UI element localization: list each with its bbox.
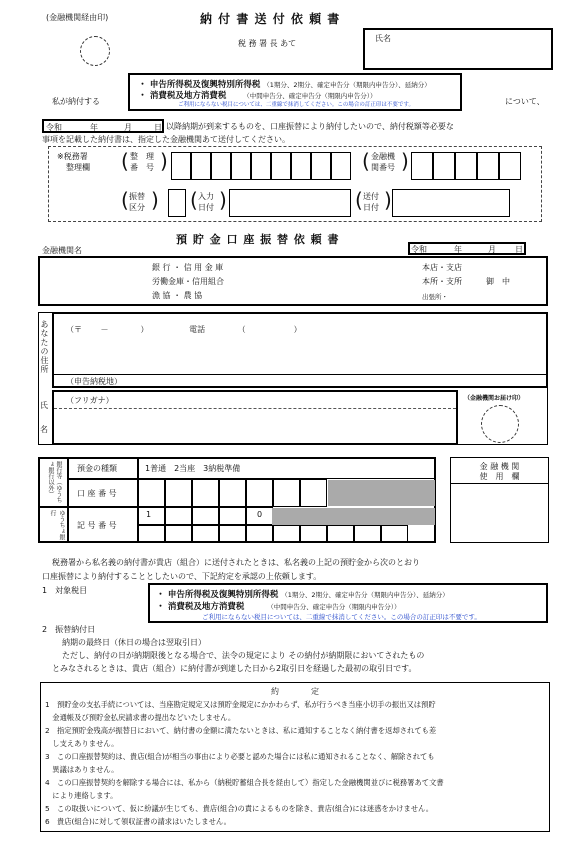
onchu: 御 中	[486, 277, 510, 286]
digit-cell[interactable]	[381, 525, 408, 543]
digit-cell[interactable]	[273, 525, 300, 543]
digit-cell[interactable]	[165, 507, 192, 525]
item-2a: 納期の最終日（休日の場合は翌取引日）	[62, 638, 206, 647]
digit-cell[interactable]	[165, 525, 192, 543]
digit-cell[interactable]	[300, 479, 327, 507]
para-2: 口座振替により納付することとしたいので、下記約定を承認の上依頼します。	[42, 572, 322, 581]
digit-cell[interactable]	[291, 152, 311, 180]
digit-cell[interactable]	[433, 152, 455, 180]
term-line: 3 この口座振替契約は、貴店(組合)が相当の事由により必要と認めた場合には私に通知されることなく、解除されても	[45, 752, 435, 761]
terms-list	[45, 698, 547, 828]
address-label: あなたの住所	[40, 320, 49, 374]
warning: ご利用にならない税目については、二重線で抹消してください。この場合の訂正印は不要です。	[202, 613, 481, 621]
digit-cell[interactable]	[219, 479, 246, 507]
digit-cell[interactable]	[331, 152, 351, 180]
paren-close: )	[219, 188, 227, 212]
date-box[interactable]	[42, 119, 164, 133]
paren-close: )	[160, 149, 168, 173]
office-label-line-1: 税務署	[63, 152, 88, 161]
digit-cell[interactable]	[219, 525, 246, 543]
item-2c: とみなされるときは、貴店（組合）に納付書が到達した日から2取引日を経過した最初の取引日です。	[52, 664, 417, 673]
item-2: 2 振替納付日	[42, 625, 96, 634]
date-text-1: 以降納期が到来するものを、口座振替により納付したいので、納付税額等必要な	[166, 122, 454, 131]
symbol-no-label: 記 号 番 号	[77, 521, 117, 530]
digit-cell[interactable]	[499, 152, 521, 180]
transfer-type-cell[interactable]	[168, 189, 186, 217]
bank-label: 銀行等（ゆうちょ銀行以外）	[47, 461, 62, 503]
send-date-label-1: 送付	[363, 192, 379, 201]
paren-close: )	[384, 188, 392, 212]
name-field[interactable]	[52, 390, 458, 445]
bank-use-box[interactable]	[450, 457, 549, 543]
bank-label-cell	[38, 457, 68, 507]
item-2b: ただし、納付の日が納期限後となる場合で、法令の規定により その納付が納期限においてされたもの	[62, 651, 425, 660]
tax2-note: （中間申告分、確定申告分（期限内申告分））	[267, 603, 401, 611]
request-date-box[interactable]	[408, 242, 526, 255]
tax1: 申告所得税及復興特別所得税	[149, 80, 261, 90]
tax2: 消費税及地方消費税	[167, 602, 245, 612]
phone-label: 電話	[189, 325, 206, 334]
term-line: 2 指定預貯金残高が振替日において、納付書の金額に満たないときは、私に通知することなく納付書を返却されても差	[45, 726, 437, 735]
bank-seal-label: (金融機関経由印)	[46, 13, 109, 22]
request-prefix: 私が納付する	[52, 97, 100, 106]
bank-seal-label-2: （金融機関お届け印）	[464, 395, 525, 402]
digit-cell[interactable]	[192, 525, 219, 543]
bank-type-3: 漁 協 ・ 農 協	[152, 291, 203, 300]
term-line: 4 この口座振替契約を解除する場合には、私から（納税貯蓄組合長を経由して）指定した金融機関並びに税務署あて文書	[45, 778, 444, 787]
name-label: 氏名	[375, 34, 391, 43]
digit-cell[interactable]	[211, 152, 231, 180]
bank-type-1: 銀 行 ・ 信 用 金 庫	[152, 263, 224, 272]
era: 令和	[411, 245, 427, 254]
input-date-label-2: 日付	[198, 203, 214, 212]
filing-address-box[interactable]	[52, 374, 548, 388]
paren-open: (	[362, 149, 370, 173]
bank-type-2: 労働金庫・信用組合	[152, 277, 224, 286]
furigana-label: （フリガナ）	[66, 396, 114, 405]
paren-open: (	[355, 188, 363, 212]
digit-cell[interactable]	[192, 507, 219, 525]
bullet: ・	[156, 602, 166, 612]
send-date-label-2: 日付	[363, 203, 379, 212]
account-no-label-cell	[68, 479, 138, 507]
digit-cell[interactable]	[246, 479, 273, 507]
account-no-label: 口 座 番 号	[77, 489, 117, 498]
digit-cell[interactable]	[138, 525, 165, 543]
send-date-cell[interactable]	[392, 189, 510, 217]
digit-cell[interactable]	[354, 525, 381, 543]
symbol-0: 0	[257, 510, 263, 519]
year: 年	[454, 245, 462, 254]
term-line: 1 預貯金の支払手続については、当座勘定規定又は預貯金規定にかかわらず、私が行うべき当座小切手の振出又は預貯	[45, 700, 436, 709]
digit-cell[interactable]	[171, 152, 191, 180]
bank-box[interactable]	[38, 256, 548, 306]
branch-2: 本所・支所	[422, 277, 462, 286]
digit-cell[interactable]	[231, 152, 251, 180]
month: 月	[488, 245, 496, 254]
digit-cell[interactable]	[327, 525, 354, 543]
digit-cell[interactable]	[138, 479, 165, 507]
paren-open: (	[121, 188, 129, 212]
seiri-label-1: 整 理	[130, 152, 154, 161]
paren-open: (	[121, 149, 129, 173]
divider	[451, 483, 548, 484]
digit-cell[interactable]	[411, 152, 433, 180]
request-suffix: について、	[505, 97, 545, 106]
paren-open: (	[190, 188, 198, 212]
branch-1: 本店・支店	[422, 263, 462, 272]
deposit-type-label: 預金の種類	[77, 464, 117, 473]
terms-box	[40, 682, 550, 832]
tax-type-box	[128, 73, 462, 111]
filing-address-label: （申告納税地）	[66, 377, 122, 386]
yucho-label: ゆうちょ銀行	[49, 510, 65, 540]
digit-cell[interactable]	[251, 152, 271, 180]
bank-use-label-1: 金 融 機 関	[479, 462, 520, 471]
tax2: 消費税及地方消費税	[149, 91, 227, 101]
symbol-shaded-1	[272, 508, 435, 525]
warning: ご利用にならない税目については、二重線で抹消してください。この場合の訂正印は不要です。	[178, 102, 414, 108]
name-box[interactable]	[363, 28, 553, 70]
mark: ※	[57, 152, 64, 161]
tax1: 申告所得税及復興特別所得税	[167, 590, 279, 600]
digit-cell[interactable]	[219, 507, 246, 525]
section-title: 預 貯 金 口 座 振 替 依 頼 書	[176, 233, 340, 246]
bank-seal-circle	[80, 36, 110, 66]
term-line: し支えありません。	[45, 739, 119, 748]
month: 月	[124, 123, 132, 132]
deposit-type-label-cell	[68, 457, 138, 479]
term-line: 異議はありません。	[45, 765, 119, 774]
deposit-types: 1普通 2当座 3納税準備	[145, 464, 241, 473]
divider	[54, 408, 456, 409]
input-date-label-1: 入力	[198, 192, 214, 201]
digit-cell[interactable]	[246, 525, 273, 543]
addressee: 税 務 署 長 あて	[238, 39, 297, 48]
branch-3: 出張所・	[422, 293, 448, 301]
symbol-no-label-cell	[68, 507, 138, 543]
digit-cell[interactable]	[455, 152, 477, 180]
date-text-2: 事項を記載した納付書は、指定した金融機関あて送付してください。	[42, 135, 290, 144]
day: 日	[154, 123, 162, 132]
tax1-note: （1期分、2期分、確定申告分（期限内申告分）、延納分）	[263, 81, 431, 89]
bullet: ・	[138, 80, 148, 90]
digit-cell[interactable]	[300, 525, 327, 543]
day: 日	[515, 245, 523, 254]
tax2-note: （中間申告分、確定申告分（期限内申告分））	[243, 92, 377, 100]
paren-close: )	[401, 149, 409, 173]
terms-title: 約 定	[271, 687, 319, 696]
postal-code: （〒 － ）	[66, 325, 149, 334]
bank-use-label-2: 使 用 欄	[479, 472, 520, 481]
item-1: 1 対象税目	[42, 586, 88, 595]
year: 年	[90, 123, 98, 132]
symbol-1: 1	[146, 510, 152, 519]
name-label-bottom: 名	[40, 425, 48, 434]
digit-cell[interactable]	[273, 479, 300, 507]
tax-type-box-2	[148, 583, 548, 623]
bank-no-label-1: 金融機	[371, 152, 395, 161]
office-label-1	[57, 151, 88, 162]
digit-cell[interactable]	[271, 152, 291, 180]
term-line: 金通帳及び預貯金払戻請求書の提出などいたしません。	[45, 713, 236, 722]
bank-name-label: 金融機関名	[42, 246, 82, 255]
office-label-line-2: 整理欄	[66, 163, 90, 172]
term-line: 6 貴店(組合)に対して領収証書の請求はいたしません。	[45, 817, 231, 826]
input-date-cell[interactable]	[229, 189, 351, 217]
form-title: 納 付 書 送 付 依 頼 書	[200, 12, 341, 26]
tax1-note: （1期分、2期分、確定申告分（期限内申告分）、延納分）	[281, 591, 449, 599]
digit-cell[interactable]	[191, 152, 211, 180]
deposit-type-cell[interactable]	[138, 457, 436, 479]
digit-cell[interactable]	[311, 152, 331, 180]
paren-close: )	[151, 188, 159, 212]
bank-seal-circle-2	[481, 405, 519, 443]
bullet: ・	[156, 590, 166, 600]
term-line: により連絡します。	[45, 791, 118, 800]
seiri-label-2: 番 号	[130, 163, 154, 172]
bank-no-label-2: 関番号	[371, 163, 395, 172]
yucho-label-cell	[38, 507, 68, 543]
digit-cell[interactable]	[192, 479, 219, 507]
term-line: 5 この取扱いについて、仮に紛議が生じても、貴店(組合)の責によるものを除き、貴店(組合)には迷惑をかけません。	[45, 804, 434, 813]
account-shaded	[328, 480, 435, 506]
para-1: 税務署から私名義の納付書が貴店（組合）に送付されたときは、私名義の上記の預貯金から次のとおり	[52, 558, 420, 567]
phone-parens: （ ）	[237, 325, 302, 334]
transfer-label-1: 振替	[129, 192, 145, 201]
name-label-top: 氏	[40, 401, 48, 410]
transfer-label-2: 区分	[129, 203, 145, 212]
era: 令和	[46, 123, 62, 132]
digit-cell[interactable]	[165, 479, 192, 507]
digit-cell[interactable]	[477, 152, 499, 180]
digit-cell[interactable]	[138, 507, 165, 525]
bullet: ・	[138, 91, 148, 101]
